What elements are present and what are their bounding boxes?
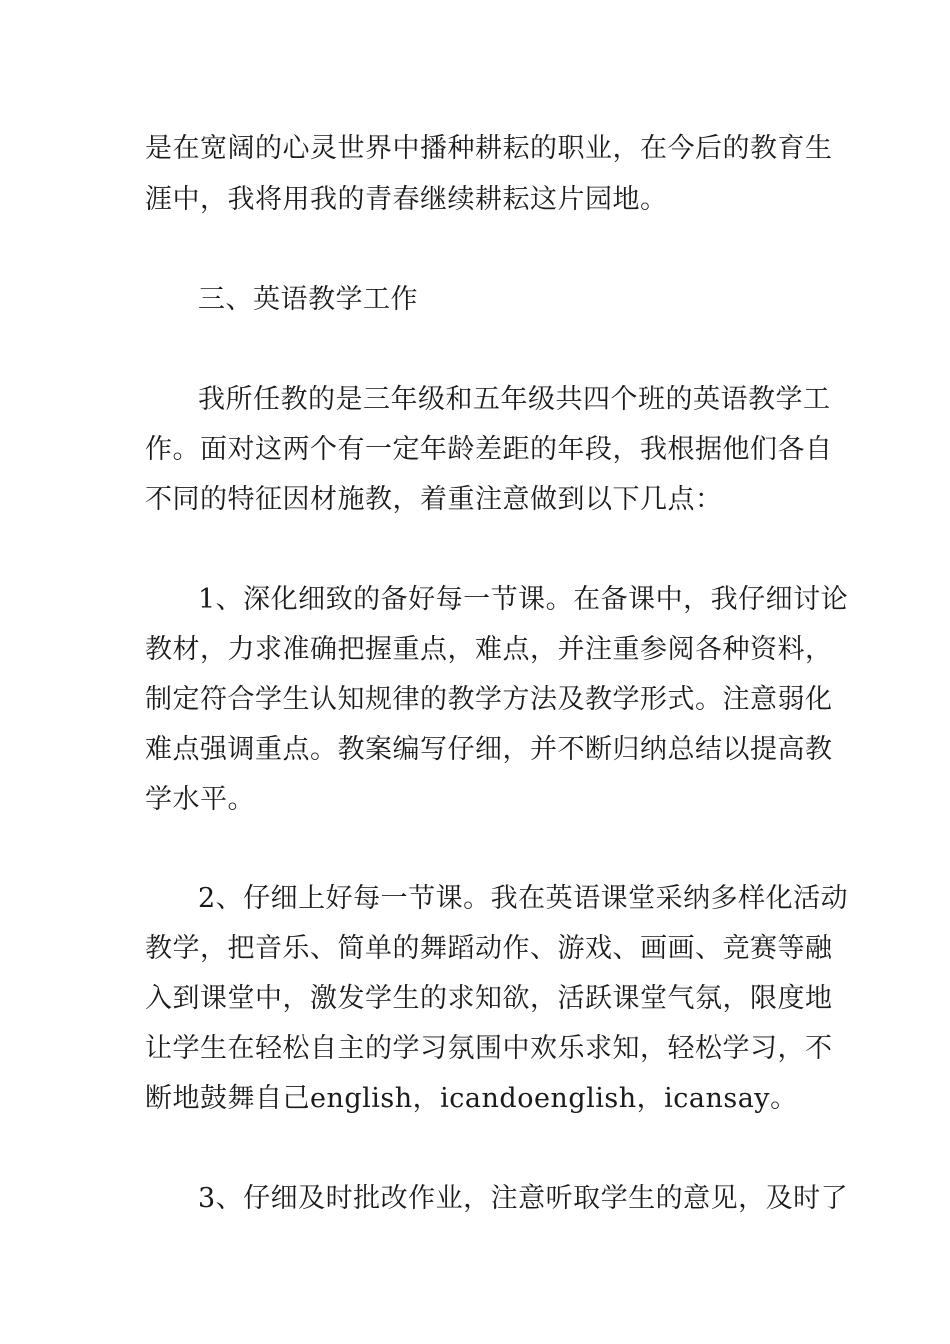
text-line: 教学，把音乐、简单的舞蹈动作、游戏、画画、竞赛等融 <box>145 933 833 964</box>
text-line: 入到课堂中，激发学生的求知欲，活跃课堂气氛，限度地 <box>145 983 833 1014</box>
text-line: 不同的特征因材施教，着重注意做到以下几点： <box>145 484 723 515</box>
text-line: 1、深化细致的备好每一节课。在备课中，我仔细讨论 <box>198 584 849 615</box>
text-line: 3、仔细及时批改作业，注意听取学生的意见，及时了 <box>198 1183 849 1214</box>
text-line: 涯中，我将用我的青春继续耕耘这片园地。 <box>145 184 668 215</box>
text-line: 学水平。 <box>145 784 255 815</box>
text-line: 作。面对这两个有一定年龄差距的年段，我根据他们各自 <box>145 434 833 465</box>
section-heading: 三、英语教学工作 <box>198 284 418 315</box>
text-line: 让学生在轻松自主的学习氛围中欢乐求知，轻松学习，不 <box>145 1033 833 1064</box>
text-line: 2、仔细上好每一节课。我在英语课堂采纳多样化活动 <box>198 883 849 914</box>
text-line: 断地鼓舞自己english，icandoenglish，icansay。 <box>145 1083 798 1114</box>
text-line: 我所任教的是三年级和五年级共四个班的英语教学工 <box>198 384 831 415</box>
text-line: 难点强调重点。教案编写仔细，并不断归纳总结以提高教 <box>145 734 833 765</box>
text-line: 教材，力求准确把握重点，难点，并注重参阅各种资料， <box>145 634 833 665</box>
text-line: 制定符合学生认知规律的教学方法及教学形式。注意弱化 <box>145 684 833 715</box>
text-line: 是在宽阔的心灵世界中播种耕耘的职业，在今后的教育生 <box>145 133 833 164</box>
